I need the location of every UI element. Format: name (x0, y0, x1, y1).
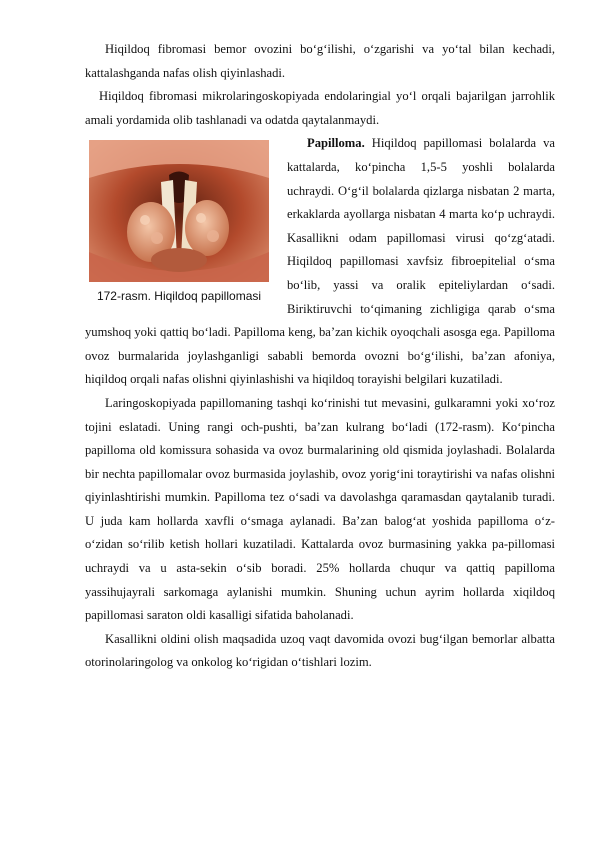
paragraph-fibroma-treatment: Hiqildoq fibromasi mikrolaringoskopiyada endolaringial yo‘l orqali bajarilgan jarrohlik amali yordamida olib tashlanadi va odatda qaytalanmaydi. (85, 89, 555, 127)
paragraph-prevention: Kasallikni oldini olish maqsadida uzoq vaqt davomida ovozi bug‘ilgan bemorlar albatta otorinolaringolog va onkolog ko‘rigidan o‘tishlari lozim. (85, 631, 555, 670)
papilloma-heading: Papilloma. (307, 136, 365, 151)
figure-172 (85, 136, 273, 304)
paragraph-laryngoscopy: Laringoskopiyada papillomaning tashqi ko‘rinishi tut mevasini, gulkaramni yoki xo‘roz tojini eslatadi. Uning rangi och-pushti, ba’zan kulrang bo‘ladi (172-rasm). Ko‘pincha papilloma old komissura sohasida va ovoz burmalarining old qismida joylashadi. Bolalarda bir nechta papillomalar ovoz burmasida joylashib, ovoz yorig‘ini toraytirishi va nafas olishni qiyinlashtirishi mumkin. Papilloma tez o‘sadi va davolashga qaramasdan qaytalanib turadi. U juda kam hollarda xavfli o‘smaga aylanadi. Ba’zan balog‘at yoshida papilloma o‘z-o‘zidan so‘rilib ketish hollari kuzatiladi. Kattalarda ovoz burmasining yakka pa-pillomasi uchraydi va u asta-sekin o‘sib boradi. 25% hollarda chuqur va qattiq papilloma yassihujayrali sarkomaga aylanishi mumkin. Shuning uchun ayrim hollarda xiqildoq papillomasi saraton oldi kasalligi sifatida baholanadi. (85, 395, 555, 623)
paragraph-fibroma-symptoms: Hiqildoq fibromasi bemor ovozini bo‘g‘ilishi, o‘zgarishi va yo‘tal bilan kechadi, kattalashganda nafas olish qiyinlashadi. (85, 42, 555, 80)
laryngeal-papilloma-photo (89, 140, 269, 282)
page-content (85, 38, 555, 675)
papilloma-description-text: Hiqildoq papillomasi bolalarda va kattalarda, ko‘pincha 1,5-5 yoshli bolalarda uchraydi. O‘g‘il bolalarda qizlarga nisbatan 2 marta, erkaklarda ayollarga nisbatan 4 marta ko‘p uchraydi. Kasallikni odam papillomasi virusi qo‘zg‘atadi. Hiqildoq papillomasi xavfsiz fibroepitelial o‘sma bo‘lib, yassi va oralik epiteliylardan o‘sadi. Biriktiruvchi to‘qimaning zichligiga qarab o‘sma yumshoq yoki qattiq bo‘ladi. Papilloma keng, ba’zan kichik oyoqchali asosga ega. Papilloma ovoz burmalarida joylashganligi sababli bemorda ovozni bo‘g‘ilishi, ba’zan afoniya, hiqildoq orqali nafas olishni qiyinlashishi va hiqildoq torayishi belgilari kuzatiladi. (85, 136, 555, 387)
figure-caption: 172-rasm. Hiqildoq papillomasi (96, 289, 262, 304)
